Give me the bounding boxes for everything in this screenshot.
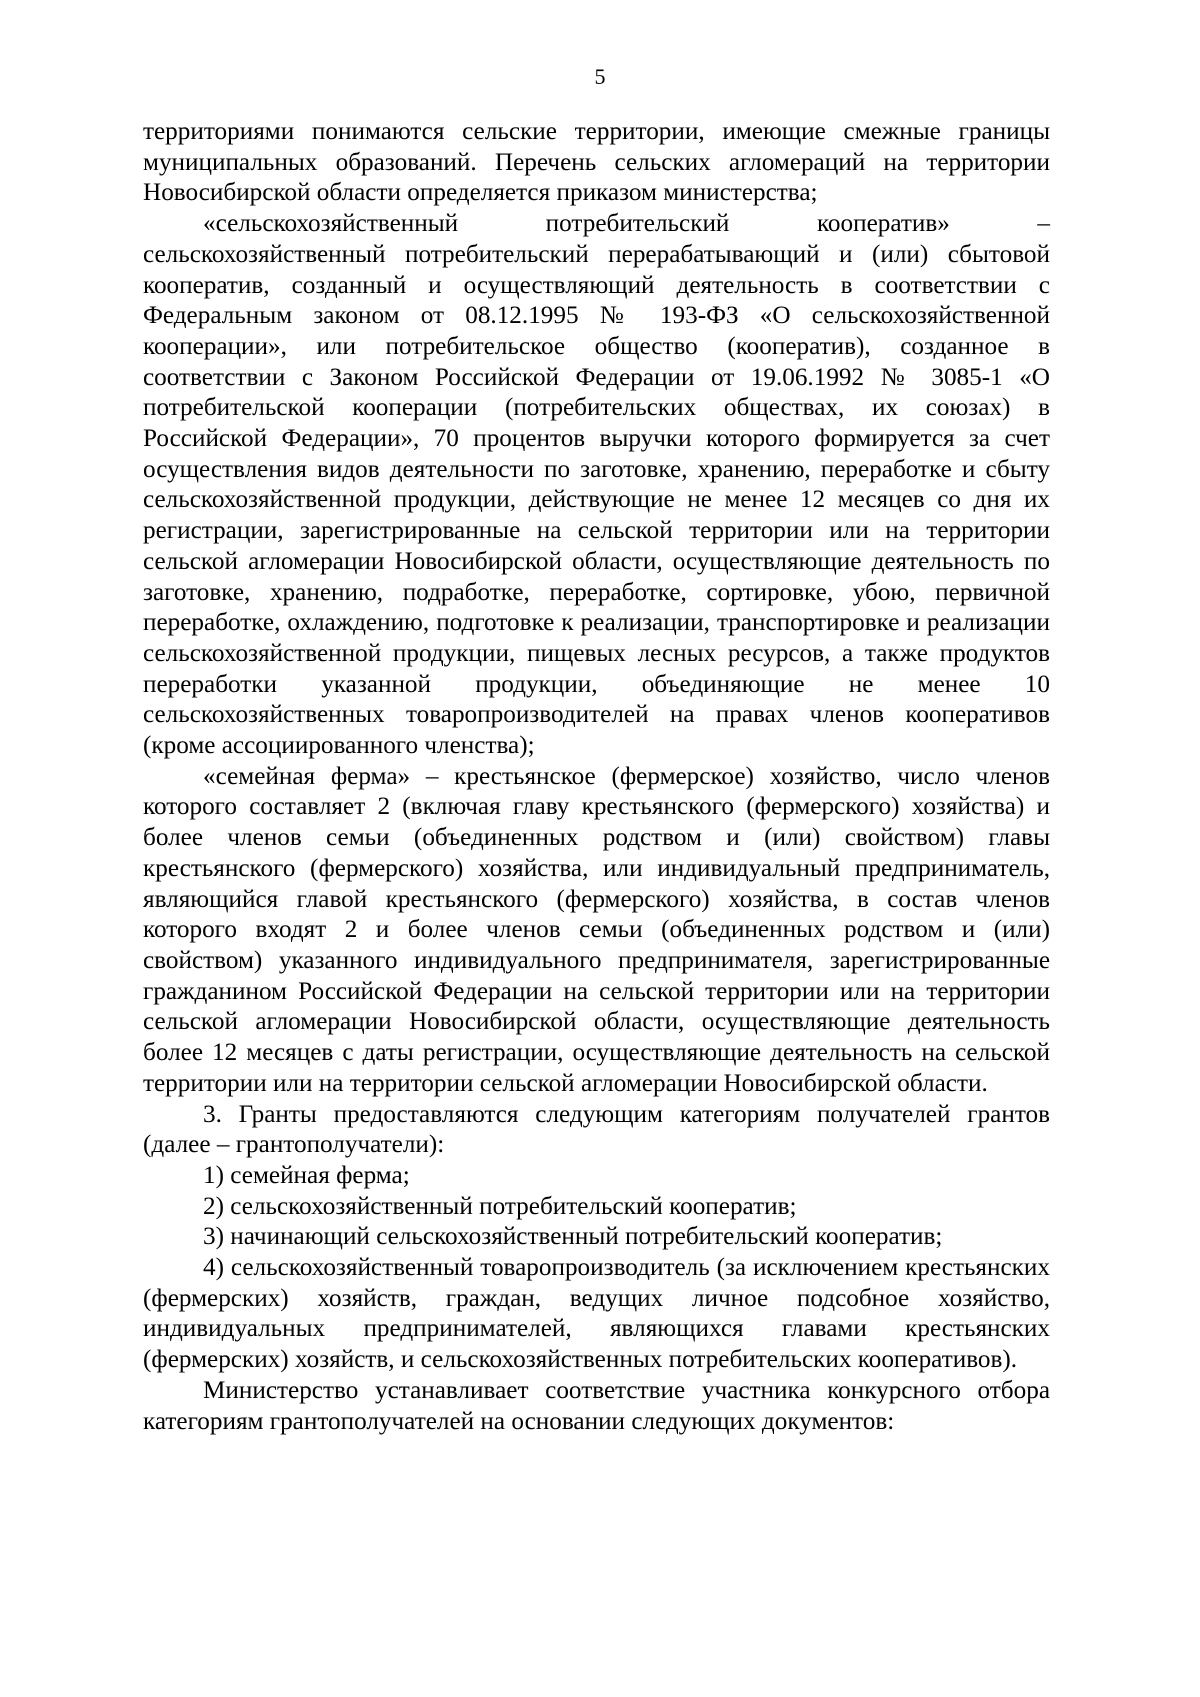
list-item-starting-cooperative: 3) начинающий сельскохозяйственный потребительский кооператив;: [203, 1223, 943, 1251]
page-number: 5: [594, 64, 606, 89]
paragraph-cooperative-definition: «сельскохозяйственный потребительский кооператив» – сельскохозяйственный потребительский перерабатывающий и (или) сбытовой кооператив, созданный и осуществляющий деятельность в соответствии с Федеральным законом от 08.12.1995 № 193-ФЗ «О сельскохозяйственной кооперации», или потребительское общество (кооператив), созданное в соответствии с Законом Российской Федерации от 19.06.1992 № 3085-1 «О потребительской кооперации (потребительских обществах, их союзах) в Российской Федерации», 70 процентов выручки которого формируется за счет осуществления видов деятельности по заготовке, хранению, переработке и сбыту сельскохозяйственной продукции, действующие не менее 12 месяцев со дня их регистрации, зарегистрированные на сельской территории или на территории сельской агломерации Новосибирской области, осуществляющие деятельность по заготовке, хранению, подработке, переработке, сортировке, убою, первичной переработке, охлаждению, подготовке к реализации, транспортировке и реализации сельскохозяйственной продукции, пищевых лесных ресурсов, а также продуктов переработки указанной продукции, объединяющие не менее 10 сельскохозяйственных товаропроизводителей на правах членов кооперативов (кроме ассоциированного членства);: [143, 210, 1050, 760]
list-item-family-farm: 1) семейная ферма;: [203, 1161, 410, 1189]
document-body: [143, 117, 1050, 1437]
list-item-agricultural-producer: 4) сельскохозяйственный товаропроизводитель (за исключением крестьянских (фермерских) хозяйств, граждан, ведущих личное подсобное хозяйство, индивидуальных предпринимателей, являющихся главами крестьянских (фермерских) хозяйств, и сельскохозяйственных потребительских кооперативов).: [143, 1254, 1050, 1374]
paragraph-grant-categories-intro: 3. Гранты предоставляются следующим категориям получателей грантов (далее – грантополучатели):: [143, 1100, 1050, 1159]
paragraph-ministry-documents: Министерство устанавливает соответствие участника конкурсного отбора категориям грантополучателей на основании следующих документов:: [143, 1376, 1050, 1435]
list-item-cooperative: 2) сельскохозяйственный потребительский кооператив;: [203, 1192, 797, 1220]
paragraph-rural-agglomeration-continued: территориями понимаются сельские территории, имеющие смежные границы муниципальных образований. Перечень сельских агломераций на территории Новосибирской области определяется приказом министерства;: [143, 118, 1050, 207]
paragraph-family-farm-definition: «семейная ферма» – крестьянское (фермерское) хозяйство, число членов которого составляет 2 (включая главу крестьянского (фермерского) хозяйства) и более членов семьи (объединенных родством и (или) свойством) главы крестьянского (фермерского) хозяйства, или индивидуальный предприниматель, являющийся главой крестьянского (фермерского) хозяйства, в состав членов которого входят 2 и более членов семьи (объединенных родством и (или) свойством) указанного индивидуального предпринимателя, зарегистрированные гражданином Российской Федерации на сельской территории или на территории сельской агломерации Новосибирской области, осуществляющие деятельность более 12 месяцев с даты регистрации, осуществляющие деятельность на сельской территории или на территории сельской агломерации Новосибирской области.: [143, 762, 1050, 1097]
